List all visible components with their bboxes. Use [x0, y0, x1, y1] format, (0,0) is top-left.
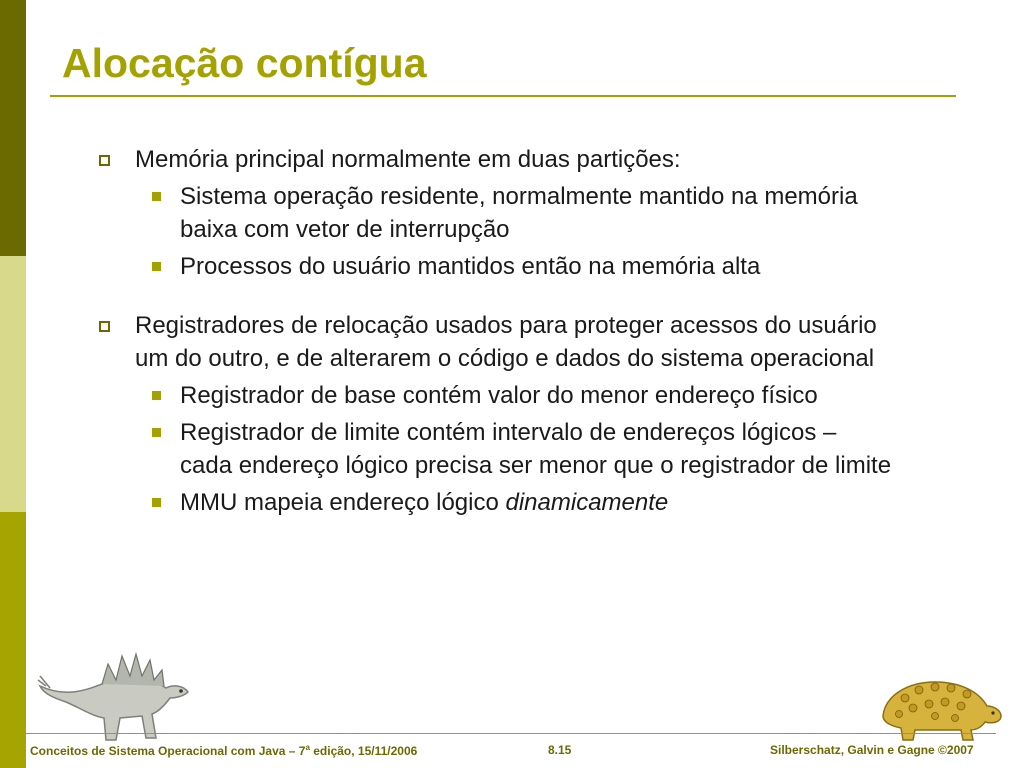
sub-bullet-base-register — [140, 379, 895, 412]
side-bar-top — [0, 0, 26, 256]
solid-square-icon — [152, 391, 161, 400]
sub-bullet-text: Registrador de base contém valor do menor endereço físico — [180, 382, 818, 409]
solid-square-icon — [152, 262, 161, 271]
sub-bullet-limit-register — [140, 416, 895, 482]
footer-page-number: 8.15 — [548, 743, 572, 757]
sub-bullet-emphasis: dinamicamente — [505, 489, 669, 516]
solid-square-icon — [152, 192, 161, 201]
bullet-relocation-registers — [95, 309, 895, 375]
bullet-text: Registradores de relocação usados para proteger acessos do usuário um do outro, e de alterarem o código e dados do sistema operacional — [135, 312, 877, 372]
sub-bullet-mmu — [140, 486, 895, 519]
solid-square-icon — [152, 428, 161, 437]
stegosaurus-icon — [36, 646, 196, 746]
side-bar-bottom — [0, 512, 26, 768]
sub-bullet-text: Processos do usuário mantidos então na memória alta — [180, 253, 761, 280]
sub-bullet-user-processes — [140, 250, 895, 283]
sub-bullet-text: Registrador de limite contém intervalo de endereços lógicos – cada endereço lógico precisa ser menor que o registrador de limite — [180, 419, 892, 479]
sub-bullet-text: MMU mapeia endereço lógico — [180, 489, 506, 516]
title-divider — [50, 95, 956, 97]
footer-course-info: Conceitos de Sistema Operacional com Java – 7$^a$ edição, 15/11/2006 — [30, 743, 418, 758]
slide-content — [95, 143, 895, 519]
bullet-main-memory — [95, 143, 895, 176]
solid-square-icon — [152, 498, 161, 507]
side-bar-middle — [0, 256, 26, 512]
hollow-square-icon — [99, 321, 110, 332]
sub-bullet-text: Sistema operação residente, normalmente mantido na memória baixa com vetor de interrupção — [180, 183, 858, 243]
bullet-text: Memória principal normalmente em duas partições: — [135, 146, 681, 173]
footer-copyright: Silberschatz, Galvin e Gagne ©2007 — [770, 743, 974, 757]
footer-divider — [26, 733, 996, 734]
hollow-square-icon — [99, 155, 110, 166]
slide-title: Alocação contígua — [62, 40, 427, 86]
sub-bullet-os-resident — [140, 180, 895, 246]
